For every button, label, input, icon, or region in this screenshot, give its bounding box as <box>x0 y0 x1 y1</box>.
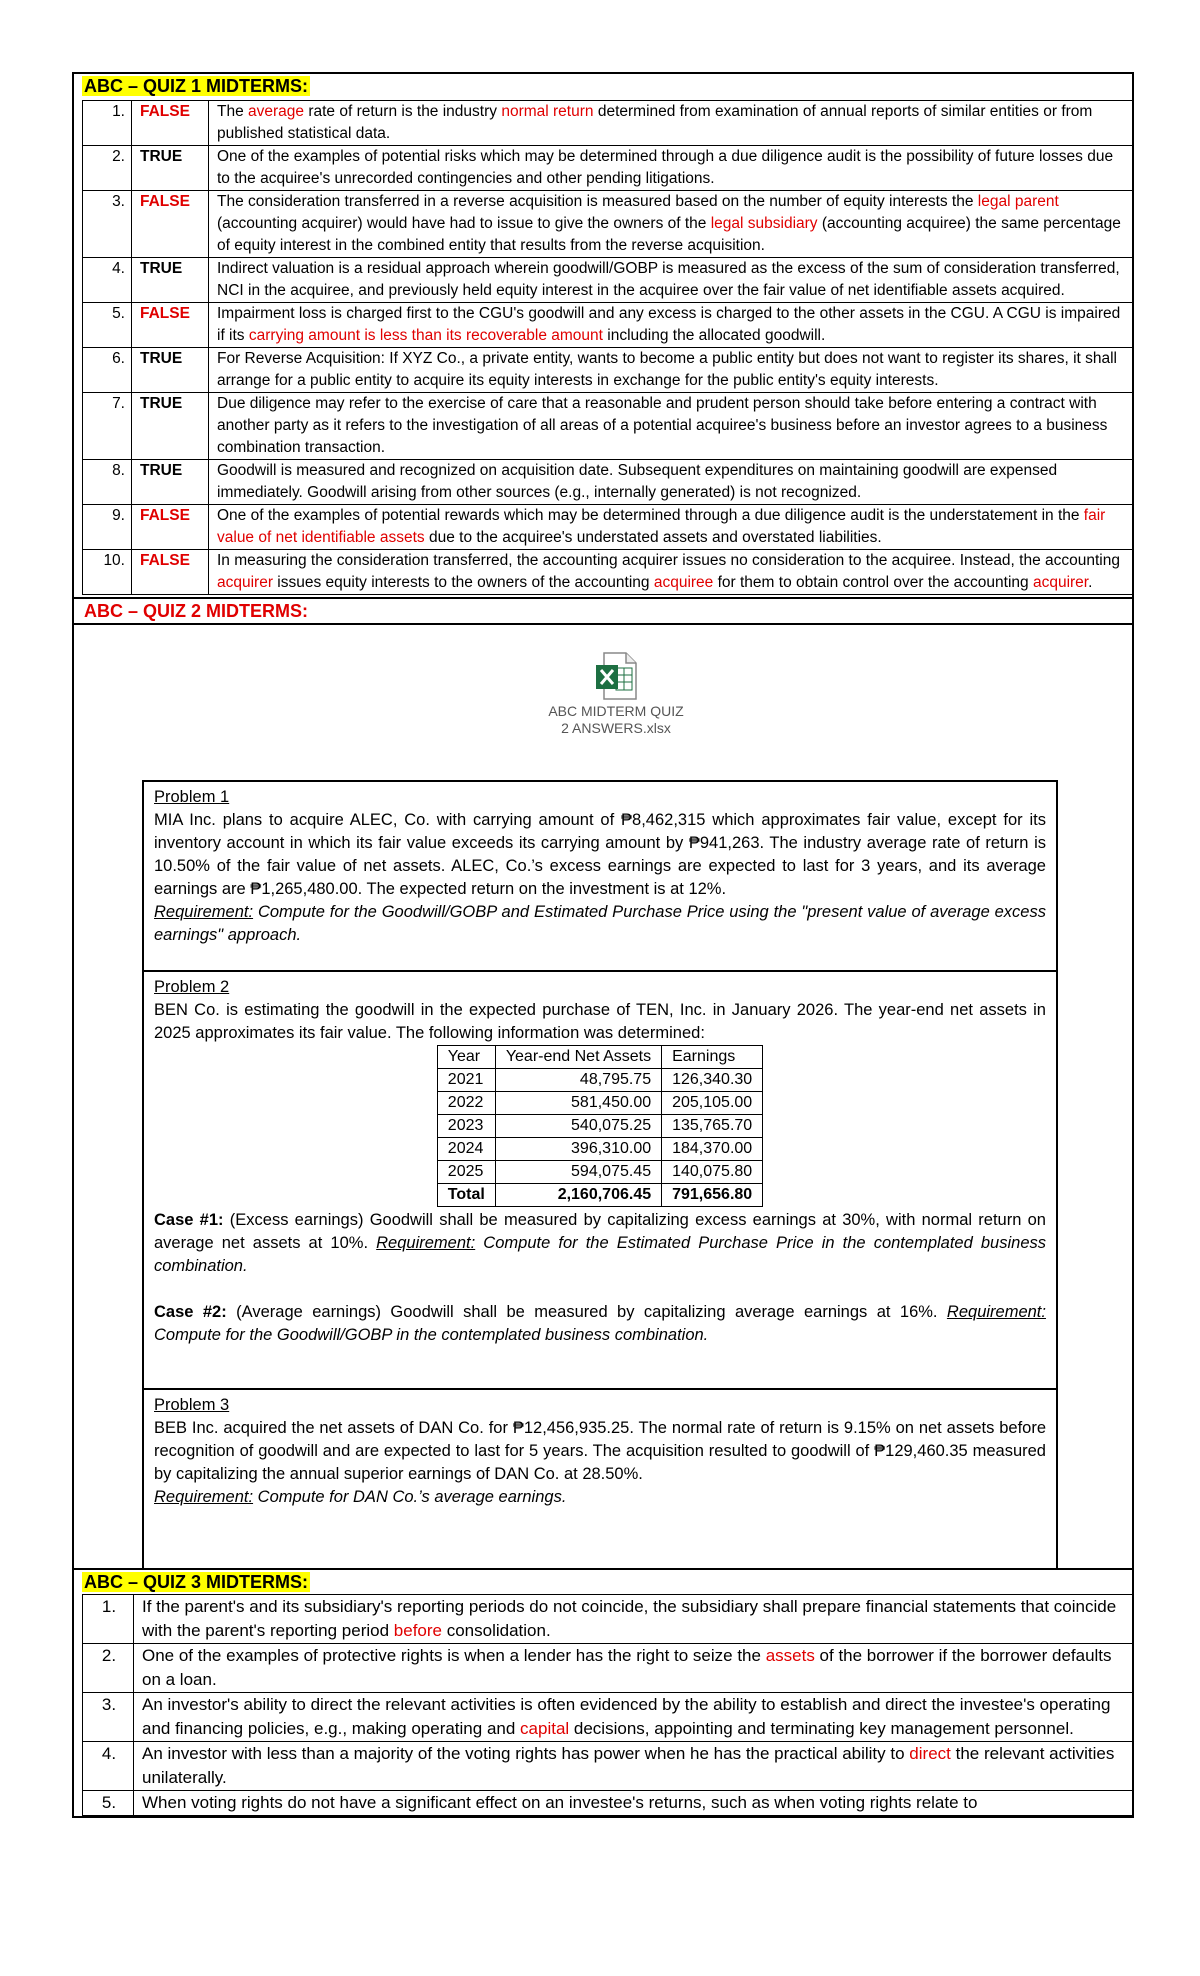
statement-text: determined from examination of annual reports of similar entities or from published statistical data. <box>217 103 1093 142</box>
quiz1-row <box>83 505 1134 550</box>
statement-text: One of the examples of protective rights is when a lender has the right to seize the <box>142 1646 766 1665</box>
statement-text: consolidation. <box>441 1621 551 1640</box>
column-header: Year <box>437 1046 495 1069</box>
statement <box>134 1791 1134 1816</box>
statement-text: the relevant activities unilaterally. <box>142 1744 1115 1787</box>
table-row <box>437 1092 762 1115</box>
item-number: 1. <box>83 1595 134 1644</box>
quiz-container <box>72 72 1134 1818</box>
table-cell: 135,765.70 <box>662 1115 763 1138</box>
statement-text: (accounting acquiree) the same percentage of equity interest in the combined entity that results from the reverse acquisition. <box>217 215 1121 254</box>
column-header: Earnings <box>662 1046 763 1069</box>
highlighted-term: normal return <box>501 103 594 120</box>
item-number: 2. <box>83 146 132 191</box>
statement <box>134 1595 1134 1644</box>
statement-text: for them to obtain control over the accounting <box>713 574 1033 591</box>
problem-3-title: Problem 3 <box>154 1396 230 1414</box>
statement-text: Impairment loss is charged first to the CGU's goodwill and any excess is charged to the other assets in the CGU. A CGU is impaired if its <box>217 305 1121 344</box>
statement-text: In measuring the consideration transferred, the accounting acquirer issues no consideration to the acquiree. Instead, the accounting <box>217 552 1120 569</box>
statement <box>209 191 1134 258</box>
table-cell: 396,310.00 <box>495 1138 661 1161</box>
quiz3-row <box>83 1693 1134 1742</box>
item-number: 5. <box>83 303 132 348</box>
highlighted-term: acquiree <box>653 574 714 591</box>
item-number: 4. <box>83 258 132 303</box>
table-cell: 2021 <box>437 1069 495 1092</box>
table-cell: 2025 <box>437 1161 495 1184</box>
highlighted-term: legal parent <box>977 193 1059 210</box>
quiz3-table <box>82 1594 1134 1816</box>
statement-text: including the allocated goodwill. <box>602 327 826 344</box>
statement <box>209 146 1134 191</box>
statement <box>134 1693 1134 1742</box>
item-number: 8. <box>83 460 132 505</box>
statement <box>209 550 1134 595</box>
highlighted-term: acquirer <box>217 574 273 591</box>
table-cell: Total <box>437 1184 495 1207</box>
table-cell: 2024 <box>437 1138 495 1161</box>
highlighted-term: before <box>393 1621 442 1640</box>
highlighted-term: capital <box>520 1719 570 1738</box>
item-number: 3. <box>83 191 132 258</box>
statement-text: of the borrower if the borrower defaults on a loan. <box>142 1646 1112 1689</box>
quiz3-heading: ABC – QUIZ 3 MIDTERMS: <box>74 1568 1132 1594</box>
item-number: 1. <box>83 101 132 146</box>
statement <box>209 348 1134 393</box>
statement <box>134 1644 1134 1693</box>
highlighted-term: carrying amount is less than its recoverable amount <box>248 327 603 344</box>
item-number: 5. <box>83 1791 134 1816</box>
table-cell: 184,370.00 <box>662 1138 763 1161</box>
table-row <box>437 1138 762 1161</box>
excel-file-icon[interactable] <box>566 651 666 706</box>
answer-label: TRUE <box>132 348 209 393</box>
quiz1-row <box>83 550 1134 595</box>
highlighted-term: average <box>248 103 305 120</box>
table-cell: 126,340.30 <box>662 1069 763 1092</box>
highlighted-term: fair value of net identifiable assets <box>217 507 1106 546</box>
statement-text: Indirect valuation is a residual approach wherein goodwill/GOBP is measured as the excess of the sum of consideration transferred, NCI in the acquiree, and previously held equity interest in the acquiree over the fair value of net identifiable assets acquired. <box>217 260 1120 299</box>
statement-text: The <box>217 103 249 120</box>
quiz1-row <box>83 146 1134 191</box>
quiz1-row <box>83 258 1134 303</box>
quiz1-row <box>83 460 1134 505</box>
answer-label: TRUE <box>132 460 209 505</box>
column-header: Year-end Net Assets <box>495 1046 661 1069</box>
answer-label: TRUE <box>132 146 209 191</box>
statement-text: due to the acquiree's understated assets and overstated liabilities. <box>424 529 882 546</box>
quiz3-row <box>83 1644 1134 1693</box>
statement-text: When voting rights do not have a significant effect on an investee's returns, such as when voting rights relate to <box>142 1793 978 1812</box>
problem-1-title: Problem 1 <box>154 788 230 806</box>
statement-text: For Reverse Acquisition: If XYZ Co., a private entity, wants to become a public entity but does not want to register its shares, it shall arrange for a public entity to acquire its equity interests in exchange for the public entity's equity interests. <box>217 350 1117 389</box>
problems-box <box>142 780 1058 1570</box>
answer-label: FALSE <box>132 303 209 348</box>
table-cell: 48,795.75 <box>495 1069 661 1092</box>
statement <box>209 258 1134 303</box>
net-assets-earnings-table <box>437 1045 763 1207</box>
table-cell: 140,075.80 <box>662 1161 763 1184</box>
problem-2 <box>144 970 1056 1388</box>
table-cell: 540,075.25 <box>495 1115 661 1138</box>
problem-3 <box>144 1388 1056 1570</box>
table-row <box>437 1115 762 1138</box>
item-number: 10. <box>83 550 132 595</box>
statement-text: Goodwill is measured and recognized on acquisition date. Subsequent expenditures on maintaining goodwill are expensed immediately. Goodwill arising from other sources (e.g., internally generated) is not recognized. <box>217 462 1058 501</box>
item-number: 4. <box>83 1742 134 1791</box>
quiz1-heading: ABC – QUIZ 1 MIDTERMS: <box>84 76 309 96</box>
statement-text: rate of return is the industry <box>304 103 502 120</box>
case-1: Case #1: (Excess earnings) Goodwill shall be measured by capitalizing excess earnings at 30%, with normal return on average net assets at 10%. Requirement: Compute for the Estimated Purchase Price in the contemplated business combination. <box>154 1211 1046 1275</box>
total-row <box>437 1184 762 1207</box>
item-number: 6. <box>83 348 132 393</box>
table-cell: 2,160,706.45 <box>495 1184 661 1207</box>
highlighted-term: legal subsidiary <box>710 215 818 232</box>
table-cell: 594,075.45 <box>495 1161 661 1184</box>
highlighted-term: direct <box>909 1744 951 1763</box>
problem-2-title: Problem 2 <box>154 978 230 996</box>
problem-2-text: BEN Co. is estimating the goodwill in the expected purchase of TEN, Inc. in January 2026. The year-end net assets in 2025 approximates its fair value. The following information was determined: <box>154 1001 1046 1042</box>
statement-text: Due diligence may refer to the exercise of care that a reasonable and prudent person should take before entering a contract with another party as it refers to the investigation of all areas of a potential acquiree's business before an investor agrees to a business combination transaction. <box>217 395 1108 456</box>
table-row <box>437 1069 762 1092</box>
problem-3-text: BEB Inc. acquired the net assets of DAN Co. for ₱12,456,935.25. The normal rate of return is 9.15% on net assets before recognition of goodwill and are expected to last for 5 years. The acquisition resulted to goodwill of ₱129,460.35 measured by capitalizing the annual superior earnings of DAN Co. at 28.50%. <box>154 1419 1046 1483</box>
table-cell: 791,656.80 <box>662 1184 763 1207</box>
problem-3-requirement: Requirement: Compute for DAN Co.’s average earnings. <box>154 1488 567 1506</box>
table-row <box>437 1161 762 1184</box>
statement <box>134 1742 1134 1791</box>
answer-label: FALSE <box>132 101 209 146</box>
statement <box>209 101 1134 146</box>
quiz2-body <box>74 623 1132 1568</box>
answer-label: FALSE <box>132 191 209 258</box>
statement <box>209 460 1134 505</box>
answer-label: TRUE <box>132 393 209 460</box>
answer-label: FALSE <box>132 550 209 595</box>
statement-text: . <box>1088 574 1093 591</box>
statement <box>209 393 1134 460</box>
table-cell: 2022 <box>437 1092 495 1115</box>
document-page <box>72 72 1134 1818</box>
statement <box>209 505 1134 550</box>
problem-1 <box>144 782 1056 970</box>
item-number: 7. <box>83 393 132 460</box>
statement-text: issues equity interests to the owners of the accounting <box>273 574 654 591</box>
quiz1-row <box>83 303 1134 348</box>
answer-label: TRUE <box>132 258 209 303</box>
quiz3-row <box>83 1742 1134 1791</box>
quiz1-row <box>83 393 1134 460</box>
case-2: Case #2: (Average earnings) Goodwill shall be measured by capitalizing average earnings at 16%. Requirement: Compute for the Goodwill/GOBP in the contemplated business combination. <box>154 1303 1046 1344</box>
item-number: 9. <box>83 505 132 550</box>
quiz1-row <box>83 101 1134 146</box>
table-cell: 2023 <box>437 1115 495 1138</box>
statement-text: An investor's ability to direct the relevant activities is often evidenced by the ability to establish and direct the investee's operating and financing policies, e.g., making operating and <box>142 1695 1111 1738</box>
item-number: 3. <box>83 1693 134 1742</box>
highlighted-term: assets <box>765 1646 815 1665</box>
quiz3-row <box>83 1595 1134 1644</box>
table-cell: 581,450.00 <box>495 1092 661 1115</box>
statement-text: One of the examples of potential rewards which may be determined through a due diligence audit is the understatement in the <box>217 507 1084 524</box>
problem-1-text: MIA Inc. plans to acquire ALEC, Co. with carrying amount of ₱8,462,315 which approximates fair value, except for its inventory account in which its fair value exceeds its carrying amount by ₱941,263. The industry average rate of return is 10.50% of the fair value of net assets. ALEC, Co.’s excess earnings are expected to last for 3 years, and its average earnings are ₱1,265,480.00. The expected return on the investment is at 12%. <box>154 811 1046 898</box>
quiz1-row <box>83 348 1134 393</box>
excel-file-name[interactable]: ABC MIDTERM QUIZ 2 ANSWERS.xlsx <box>548 703 684 736</box>
quiz1-row <box>83 191 1134 258</box>
answer-label: FALSE <box>132 505 209 550</box>
problem-1-requirement: Requirement: Compute for the Goodwill/GOBP and Estimated Purchase Price using the "present value of average excess earnings" approach. <box>154 903 1046 944</box>
quiz3-row <box>83 1791 1134 1816</box>
statement-text: One of the examples of potential risks which may be determined through a due diligence audit is the possibility of future losses due to the acquiree's unrecorded contingencies and other pending litigations. <box>217 148 1114 187</box>
statement-text: An investor with less than a majority of the voting rights has power when he has the practical ability to <box>142 1744 910 1763</box>
statement <box>209 303 1134 348</box>
item-number: 2. <box>83 1644 134 1693</box>
statement-text: decisions, appointing and terminating key management personnel. <box>569 1719 1074 1738</box>
statement-text: If the parent's and its subsidiary's reporting periods do not coincide, the subsidiary shall prepare financial statements that coincide with the parent's reporting period <box>142 1597 1117 1640</box>
highlighted-term: acquirer <box>1032 574 1089 591</box>
statement-text: (accounting acquirer) would have had to issue to give the owners of the <box>217 215 711 232</box>
quiz2-heading: ABC – QUIZ 2 MIDTERMS: <box>74 597 1132 623</box>
quiz1-table <box>82 100 1134 595</box>
statement-text: The consideration transferred in a reverse acquisition is measured based on the number of equity interests the <box>217 193 978 210</box>
table-cell: 205,105.00 <box>662 1092 763 1115</box>
